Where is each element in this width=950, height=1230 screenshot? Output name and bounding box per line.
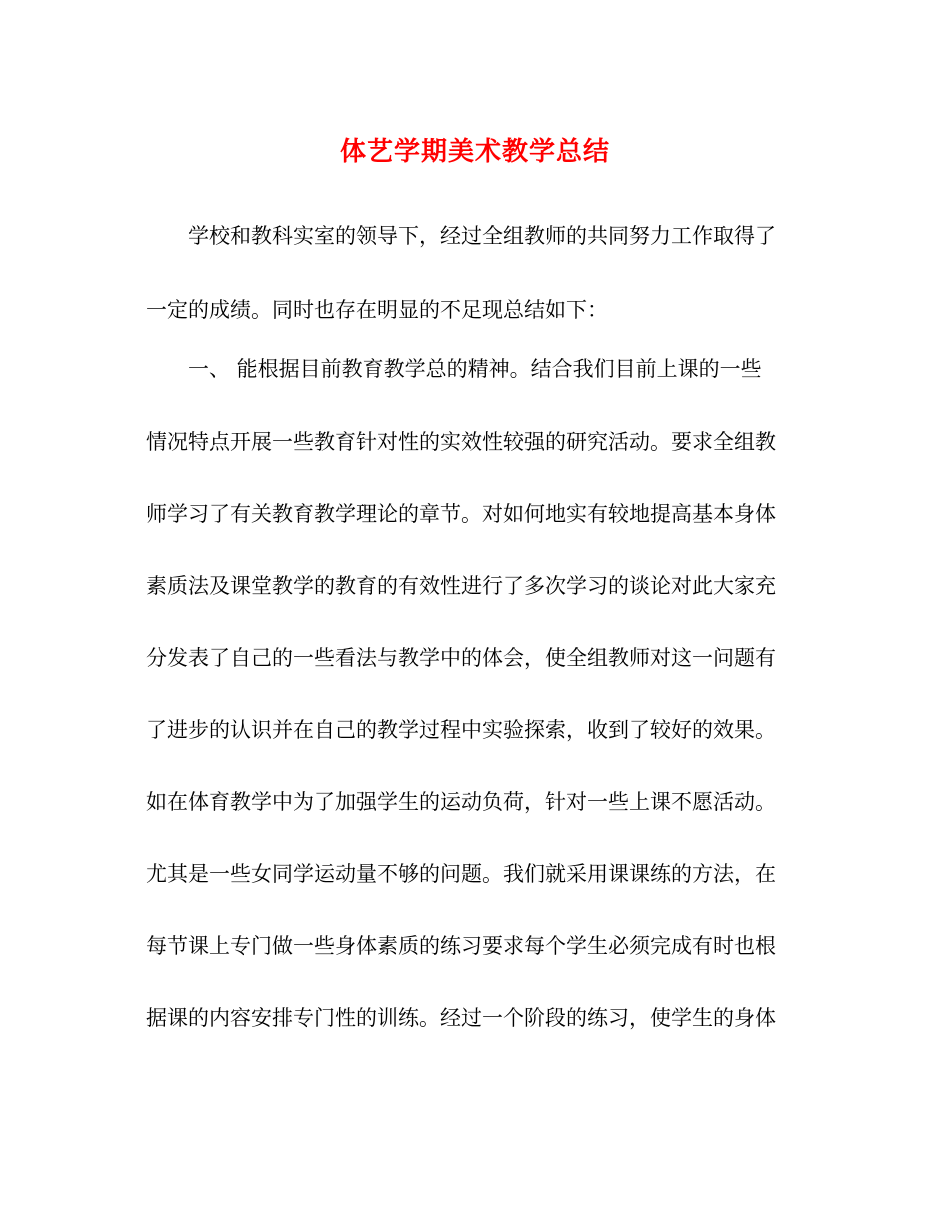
paragraph-line: 一定的成绩。同时也存在明显的不足现总结如下： bbox=[146, 298, 608, 322]
document-title: 体艺学期美术教学总结 bbox=[339, 137, 610, 167]
paragraph-line: 一、 能根据目前教育教学总的精神。结合我们目前上课的一些 bbox=[188, 357, 762, 381]
paragraph-line: 情况特点开展一些教育针对性的实效性较强的研究活动。要求全组教 bbox=[146, 430, 776, 454]
paragraph-line: 学校和教科实室的领导下，经过全组教师的共同努力工作取得了 bbox=[188, 224, 776, 248]
paragraph-line: 分发表了自己的一些看法与教学中的体会，使全组教师对这一问题有 bbox=[146, 646, 776, 670]
paragraph-line: 据课的内容安排专门性的训练。经过一个阶段的练习，使学生的身体 bbox=[146, 1006, 776, 1030]
paragraph-line: 尤其是一些女同学运动量不够的问题。我们就采用课课练的方法，在 bbox=[146, 862, 776, 886]
paragraph-line: 素质法及课堂教学的教育的有效性进行了多次学习的谈论对此大家充 bbox=[146, 574, 776, 598]
paragraph-line: 了进步的认识并在自己的教学过程中实验探索，收到了较好的效果。 bbox=[146, 718, 776, 742]
paragraph-line: 如在体育教学中为了加强学生的运动负荷，针对一些上课不愿活动。 bbox=[146, 790, 776, 814]
paragraph-line: 每节课上专门做一些身体素质的练习要求每个学生必须完成有时也根 bbox=[146, 934, 776, 958]
paragraph-line: 师学习了有关教育教学理论的章节。对如何地实有较地提高基本身体 bbox=[146, 502, 776, 526]
